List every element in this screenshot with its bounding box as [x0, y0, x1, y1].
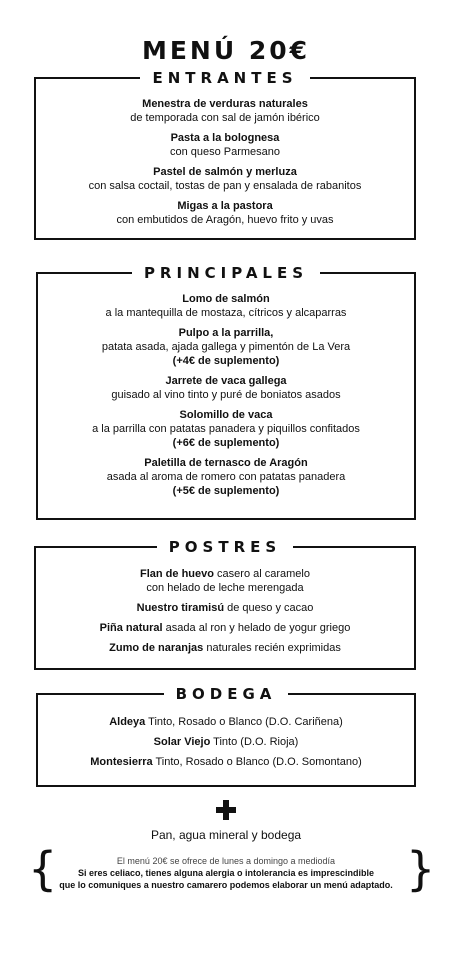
plus-icon	[216, 800, 236, 820]
entrantes-section	[34, 69, 416, 240]
included-text: Pan, agua mineral y bodega	[150, 828, 302, 842]
list-item: Pastel de salmón y merluza con salsa coctail, tostas de pan y ensalada de rabanitos	[88, 166, 362, 192]
entrantes-heading: ENTRANTES	[140, 68, 309, 88]
left-brace-icon: {	[28, 842, 58, 896]
menu-title: MENÚ 20€	[141, 36, 311, 65]
bodega-heading: BODEGA	[164, 684, 289, 704]
list-item: Menestra de verduras naturales de temporada con sal de jamón ibérico	[130, 98, 320, 124]
list-item: Solar Viejo Tinto (D.O. Rioja)	[153, 736, 299, 748]
list-item: Montesierra Tinto, Rosado o Blanco (D.O. Somontano)	[90, 756, 362, 768]
list-item: Migas a la pastora con embutidos de Aragón, huevo frito y uvas	[116, 200, 334, 226]
list-item: Pulpo a la parrilla, patata asada, ajada gallega y pimentón de La Vera (+4€ de suplemento)	[101, 327, 351, 367]
bodega-section	[36, 685, 416, 787]
list-item: Pasta a la bolognesa con queso Parmesano	[169, 132, 281, 158]
list-item: Nuestro tiramisú de queso y cacao	[136, 602, 314, 614]
list-item: Zumo de naranjas naturales recién exprimidas	[109, 642, 341, 654]
list-item: Jarrete de vaca gallega guisado al vino tinto y puré de boniatos asados	[111, 375, 341, 401]
list-item: Piña natural asada al ron y helado de yogur griego	[99, 622, 351, 634]
postres-section	[34, 538, 416, 670]
principales-heading: PRINCIPALES	[132, 263, 320, 283]
right-brace-icon: }	[406, 842, 436, 896]
menu-note: El menú 20€ se ofrece de lunes a domingo a mediodía Si eres celiaco, tienes alguna alergia o intolerancia es imprescindible que lo comuniques a nuestro camarero podemos elaborar un menú adaptado.	[59, 856, 393, 890]
list-item: Solomillo de vaca a la parrilla con patatas panadera y piquillos confitados (+6€ de suplemento)	[92, 409, 360, 449]
list-item: Paletilla de ternasco de Aragón asada al aroma de romero con patatas panadera (+5€ de suplemento)	[106, 457, 346, 497]
list-item: Lomo de salmón a la mantequilla de mostaza, cítricos y alcaparras	[105, 293, 347, 319]
list-item: Aldeya Tinto, Rosado o Blanco (D.O. Cariñena)	[109, 716, 343, 728]
postres-heading: POSTRES	[157, 537, 293, 557]
list-item: Flan de huevo casero al caramelo con helado de leche merengada	[140, 568, 310, 594]
principales-section	[36, 264, 416, 520]
